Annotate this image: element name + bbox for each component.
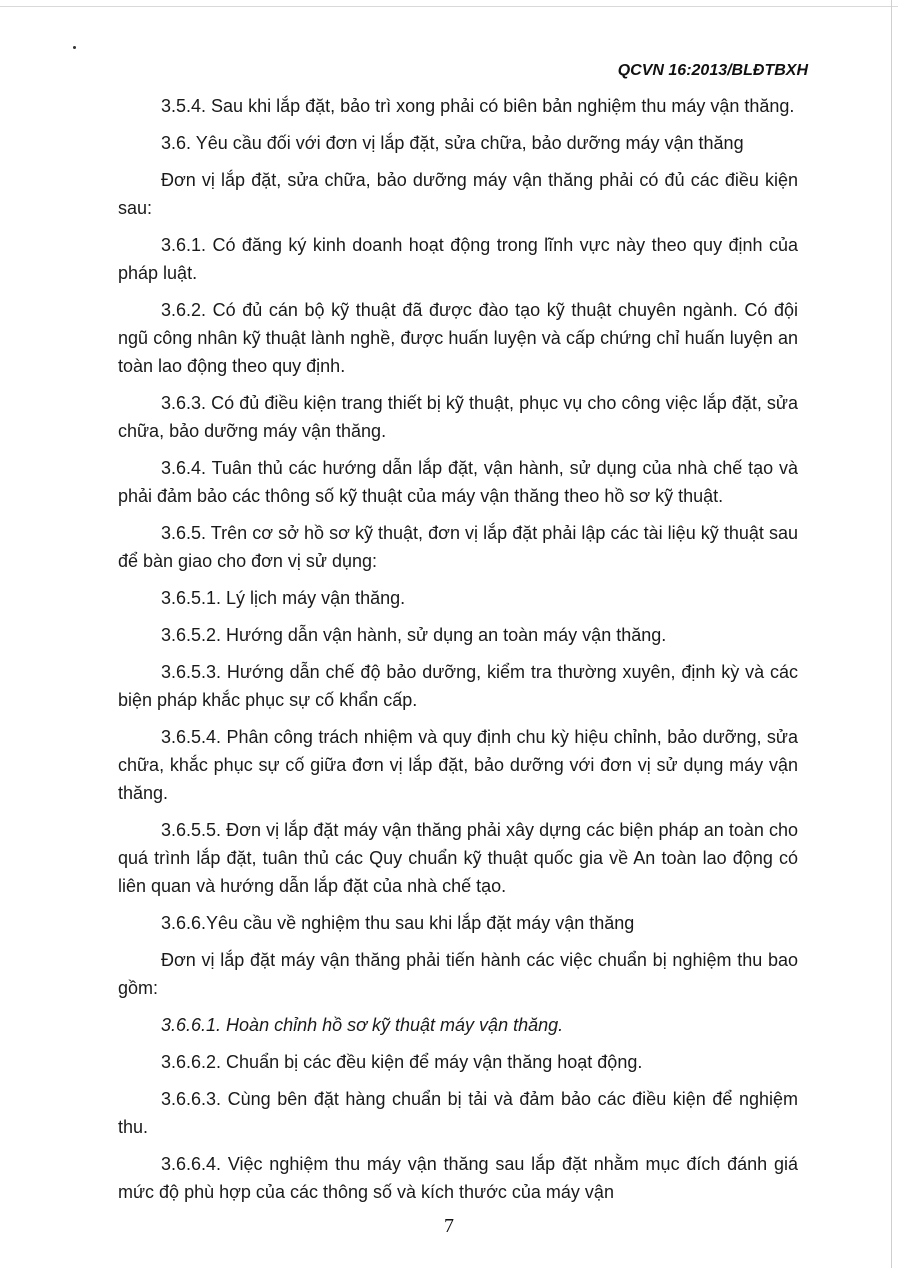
paragraph-3-6-6-3: 3.6.6.3. Cùng bên đặt hàng chuẩn bị tải và đảm bảo các điều kiện để nghiệm thu. <box>118 1089 798 1137</box>
paragraph-conditions-intro: Đơn vị lắp đặt, sửa chữa, bảo dưỡng máy vận thăng phải có đủ các điều kiện sau: <box>118 170 798 218</box>
paragraph-3-6-1: 3.6.1. Có đăng ký kinh doanh hoạt động trong lĩnh vực này theo quy định của pháp luật. <box>118 235 798 283</box>
paragraph-3-6-heading: 3.6. Yêu cầu đối với đơn vị lắp đặt, sửa chữa, bảo dưỡng máy vận thăng <box>161 133 744 153</box>
paragraph-3-5-4: 3.5.4. Sau khi lắp đặt, bảo trì xong phải có biên bản nghiệm thu máy vận thăng. <box>161 96 795 116</box>
paragraph-3-6-5-5: 3.6.5.5. Đơn vị lắp đặt máy vận thăng phải xây dựng các biện pháp an toàn cho quá trình lắp đặt, tuân thủ các Quy chuẩn kỹ thuật quốc gia về An toàn lao động có liên quan và hướng dẫn lắp đặt của nhà chế tạo. <box>118 820 798 896</box>
paragraph-3-6-5-4: 3.6.5.4. Phân công trách nhiệm và quy định chu kỳ hiệu chỉnh, bảo dưỡng, sửa chữa, khắc phục sự cố giữa đơn vị lắp đặt, bảo dưỡng với đơn vị sử dụng máy vận thăng. <box>118 727 798 803</box>
paragraph-3-6-5-3: 3.6.5.3. Hướng dẫn chế độ bảo dưỡng, kiểm tra thường xuyên, định kỳ và các biện pháp khắc phục sự cố khẩn cấp. <box>118 662 798 710</box>
paragraph-3-6-5-2: 3.6.5.2. Hướng dẫn vận hành, sử dụng an toàn máy vận thăng. <box>161 625 667 645</box>
document-code-header: QCVN 16:2013/BLĐTBXH <box>617 62 808 79</box>
paragraph-3-6-5: 3.6.5. Trên cơ sở hồ sơ kỹ thuật, đơn vị lắp đặt phải lập các tài liệu kỹ thuật sau để bàn giao cho đơn vị sử dụng: <box>118 523 798 571</box>
paragraph-3-6-2: 3.6.2. Có đủ cán bộ kỹ thuật đã được đào tạo kỹ thuật chuyên ngành. Có đội ngũ công nhân kỹ thuật lành nghề, được huấn luyện và cấp chứng chỉ huấn luyện an toàn lao động theo quy định. <box>118 300 798 376</box>
paragraph-3-6-6-2: 3.6.6.2. Chuẩn bị các đều kiện để máy vận thăng hoạt động. <box>161 1052 643 1072</box>
scan-speck <box>73 46 76 49</box>
paragraph-acceptance-intro: Đơn vị lắp đặt máy vận thăng phải tiến hành các việc chuẩn bị nghiệm thu bao gồm: <box>118 950 798 998</box>
paragraph-3-6-6-heading: 3.6.6.Yêu cầu về nghiệm thu sau khi lắp đặt máy vận thăng <box>161 913 635 933</box>
top-border-line <box>0 6 898 7</box>
paragraph-3-6-6-1: 3.6.6.1. Hoàn chỉnh hồ sơ kỹ thuật máy vận thăng. <box>161 1015 564 1035</box>
paragraph-3-6-4: 3.6.4. Tuân thủ các hướng dẫn lắp đặt, vận hành, sử dụng của nhà chế tạo và phải đảm bảo các thông số kỹ thuật của máy vận thăng theo hồ sơ kỹ thuật. <box>118 458 798 506</box>
paragraph-3-6-6-4: 3.6.6.4. Việc nghiệm thu máy vận thăng sau lắp đặt nhằm mục đích đánh giá mức độ phù hợp của các thông số và kích thước của máy vận <box>118 1154 798 1202</box>
right-scan-edge <box>891 0 892 1268</box>
paragraph-3-6-3: 3.6.3. Có đủ điều kiện trang thiết bị kỹ thuật, phục vụ cho công việc lắp đặt, sửa chữa, bảo dưỡng máy vận thăng. <box>118 393 798 441</box>
document-body <box>118 92 798 1215</box>
paragraph-3-6-5-1: 3.6.5.1. Lý lịch máy vận thăng. <box>161 588 406 608</box>
page-number: 7 <box>444 1215 454 1237</box>
